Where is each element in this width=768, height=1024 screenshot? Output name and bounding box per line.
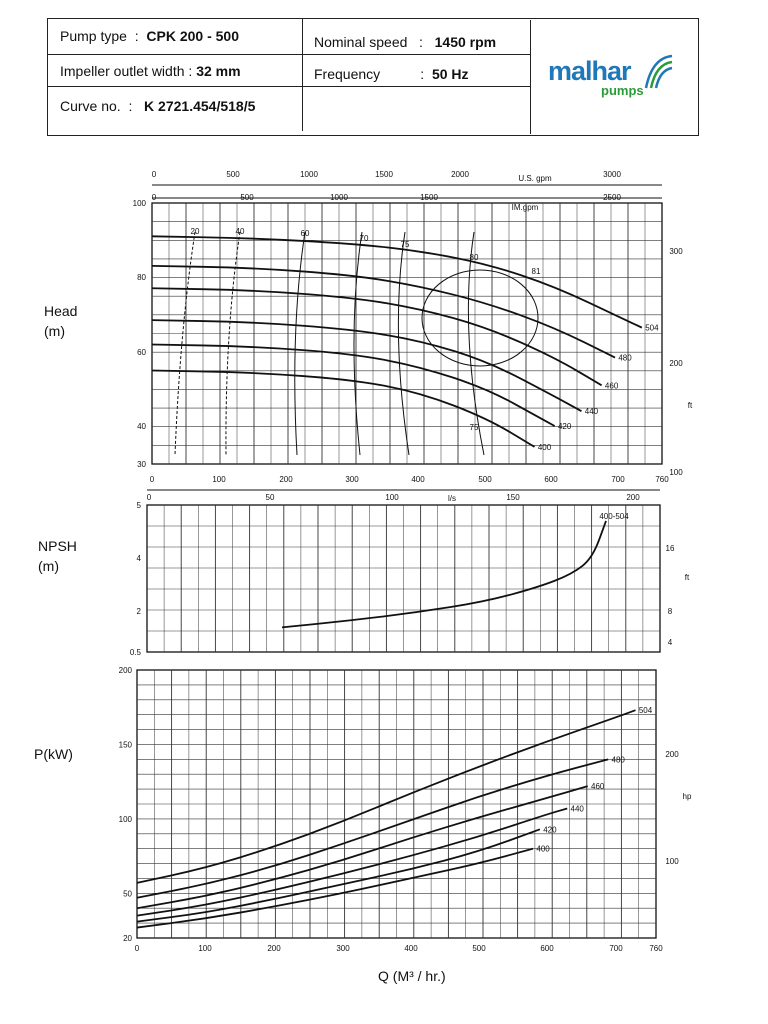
curve-label: Curve no. xyxy=(60,98,121,114)
head-x-tick-label: 760 xyxy=(655,475,669,484)
efficiency-curve xyxy=(175,232,195,455)
power-axis-title: P(kW) xyxy=(34,746,73,762)
imgpm-tick-label: 1000 xyxy=(330,193,348,202)
power-hp-axis-label: hp xyxy=(682,792,692,801)
npsh-y-tick-label: 2 xyxy=(136,607,141,616)
usgpm-tick-label: 1000 xyxy=(300,170,318,179)
colon: : xyxy=(420,66,429,82)
head-curve-label: 420 xyxy=(557,422,572,431)
efficiency-curve-81 xyxy=(422,270,538,366)
efficiency-curve xyxy=(295,232,305,455)
usgpm-tick-label: 500 xyxy=(226,170,240,179)
imgpm-tick-label: 0 xyxy=(151,193,157,202)
head-ft-tick-label: 300 xyxy=(669,247,683,256)
head-curve-label: 440 xyxy=(584,407,599,417)
logo-wordmark: malhar xyxy=(548,56,631,86)
head-x-tick-label: 100 xyxy=(212,475,226,484)
usgpm-tick-label: 0 xyxy=(151,170,157,179)
efficiency-curve xyxy=(398,232,409,455)
power-hp-tick-label: 100 xyxy=(665,857,679,866)
speed-value: 1450 rpm xyxy=(434,34,497,50)
head-y-tick-label: 100 xyxy=(132,199,146,208)
power-x-tick-label: 500 xyxy=(472,944,486,953)
head-curve-label: 460 xyxy=(604,381,619,391)
efficiency-label: 75 xyxy=(400,240,410,249)
curve-value: K 2721.454/518/5 xyxy=(144,98,256,114)
impeller-label: Impeller outlet width : xyxy=(60,63,193,79)
ls-tick-label: 200 xyxy=(626,493,640,502)
imgpm-axis-label: IM.gpm xyxy=(511,203,539,212)
power-y-tick-label: 150 xyxy=(118,740,132,750)
efficiency-label: 60 xyxy=(300,229,310,238)
power-x-tick-label: 200 xyxy=(267,944,281,953)
head-x-tick-label: 500 xyxy=(478,475,492,484)
usgpm-axis-label: U.S. gpm xyxy=(518,174,552,183)
usgpm-tick-label: 2000 xyxy=(451,170,469,179)
npsh-y-tick-label: 0.5 xyxy=(129,648,141,657)
power-curve-460 xyxy=(137,786,588,908)
npsh-ft-tick-label: 8 xyxy=(667,607,673,616)
power-x-tick-label: 300 xyxy=(336,944,350,953)
imgpm-tick-label: 2500 xyxy=(603,193,621,202)
efficiency-label: 40 xyxy=(235,227,245,236)
power-curve-504 xyxy=(137,710,636,883)
power-curve-label: 440 xyxy=(570,804,584,814)
head-ft-axis-label: ft xyxy=(687,401,693,410)
power-curve-label: 400 xyxy=(536,844,550,854)
head-y-tick-label: 30 xyxy=(137,460,146,469)
efficiency-label: 81 xyxy=(531,267,541,276)
head-x-tick-label: 200 xyxy=(279,475,293,484)
ls-tick-label: 150 xyxy=(506,493,520,502)
efficiency-curve xyxy=(468,232,484,455)
usgpm-tick-label: 1500 xyxy=(375,170,393,179)
power-x-tick-label: 700 xyxy=(609,944,623,953)
ls-tick-label: 0 xyxy=(146,493,152,502)
head-x-tick-label: 400 xyxy=(411,475,425,484)
ls-tick-label: 100 xyxy=(385,493,399,502)
head-x-tick-label: 300 xyxy=(345,475,359,484)
efficiency-label: 75 xyxy=(469,423,479,432)
head-ft-tick-label: 200 xyxy=(669,359,683,368)
npsh-ft-tick-label: 4 xyxy=(667,638,673,647)
head-curve-480 xyxy=(152,266,615,358)
head-axis-title: Head (m) xyxy=(44,303,78,339)
head-curve-420 xyxy=(152,345,555,427)
head-curve-label: 400 xyxy=(537,442,552,452)
power-curve-400 xyxy=(137,849,533,928)
power-curve-label: 504 xyxy=(638,706,653,716)
power-y-tick-label: 50 xyxy=(123,889,132,899)
power-y-tick-label: 200 xyxy=(118,666,132,675)
npsh-axis-title: NPSH (m) xyxy=(38,538,77,574)
ls-tick-label: 50 xyxy=(265,493,275,502)
efficiency-label: 20 xyxy=(190,227,200,236)
pump-type-value: CPK 200 - 500 xyxy=(146,28,239,44)
head-ft-tick-label: 100 xyxy=(669,468,683,477)
colon: : xyxy=(411,34,431,50)
head-y-tick-label: 40 xyxy=(137,422,146,431)
efficiency-label: 80 xyxy=(469,253,479,262)
npsh-y-tick-label: 4 xyxy=(136,554,141,563)
ls-axis-label: l/s xyxy=(448,494,456,503)
power-x-tick-label: 100 xyxy=(198,944,212,953)
head-curve-label: 504 xyxy=(645,323,659,333)
npsh-ft-tick-label: 16 xyxy=(665,544,675,553)
power-y-tick-label: 20 xyxy=(123,934,132,943)
pump-type-label: Pump type xyxy=(60,28,127,44)
power-curve-label: 420 xyxy=(543,825,557,835)
power-x-tick-label: 0 xyxy=(134,944,140,953)
npsh-ft-axis-label: ft xyxy=(684,573,690,582)
power-x-tick-label: 760 xyxy=(649,944,663,953)
power-x-tick-label: 400 xyxy=(404,944,418,953)
colon: : xyxy=(124,98,141,114)
head-y-tick-label: 60 xyxy=(137,348,146,357)
head-y-tick-label: 80 xyxy=(137,273,146,282)
imgpm-tick-label: 1500 xyxy=(420,193,438,202)
frequency-value: 50 Hz xyxy=(431,66,469,82)
head-curve-label: 480 xyxy=(618,353,632,363)
logo-subtext: pumps xyxy=(601,83,644,98)
flow-axis-title: Q (M³ / hr.) xyxy=(378,968,446,984)
head-curve-400 xyxy=(152,371,535,447)
power-curve-label: 460 xyxy=(591,782,605,792)
efficiency-label: 70 xyxy=(359,234,369,243)
power-x-tick-label: 600 xyxy=(540,944,554,953)
head-x-tick-label: 600 xyxy=(544,475,558,484)
power-curve-label: 480 xyxy=(611,755,625,765)
power-curve-440 xyxy=(137,808,567,915)
npsh-y-tick-label: 5 xyxy=(136,501,141,510)
colon: : xyxy=(130,28,143,44)
npsh-curve-label: 400-504 xyxy=(599,511,629,521)
speed-label: Nominal speed xyxy=(314,34,408,50)
power-hp-tick-label: 200 xyxy=(665,750,679,759)
power-y-tick-label: 100 xyxy=(118,814,132,824)
efficiency-curve xyxy=(226,232,240,455)
usgpm-tick-label: 3000 xyxy=(603,170,621,179)
impeller-value: 32 mm xyxy=(196,63,241,79)
frequency-label: Frequency xyxy=(314,66,381,82)
efficiency-curve xyxy=(354,232,362,455)
head-x-tick-label: 0 xyxy=(149,475,155,484)
head-x-tick-label: 700 xyxy=(611,475,625,484)
imgpm-tick-label: 500 xyxy=(240,193,254,202)
